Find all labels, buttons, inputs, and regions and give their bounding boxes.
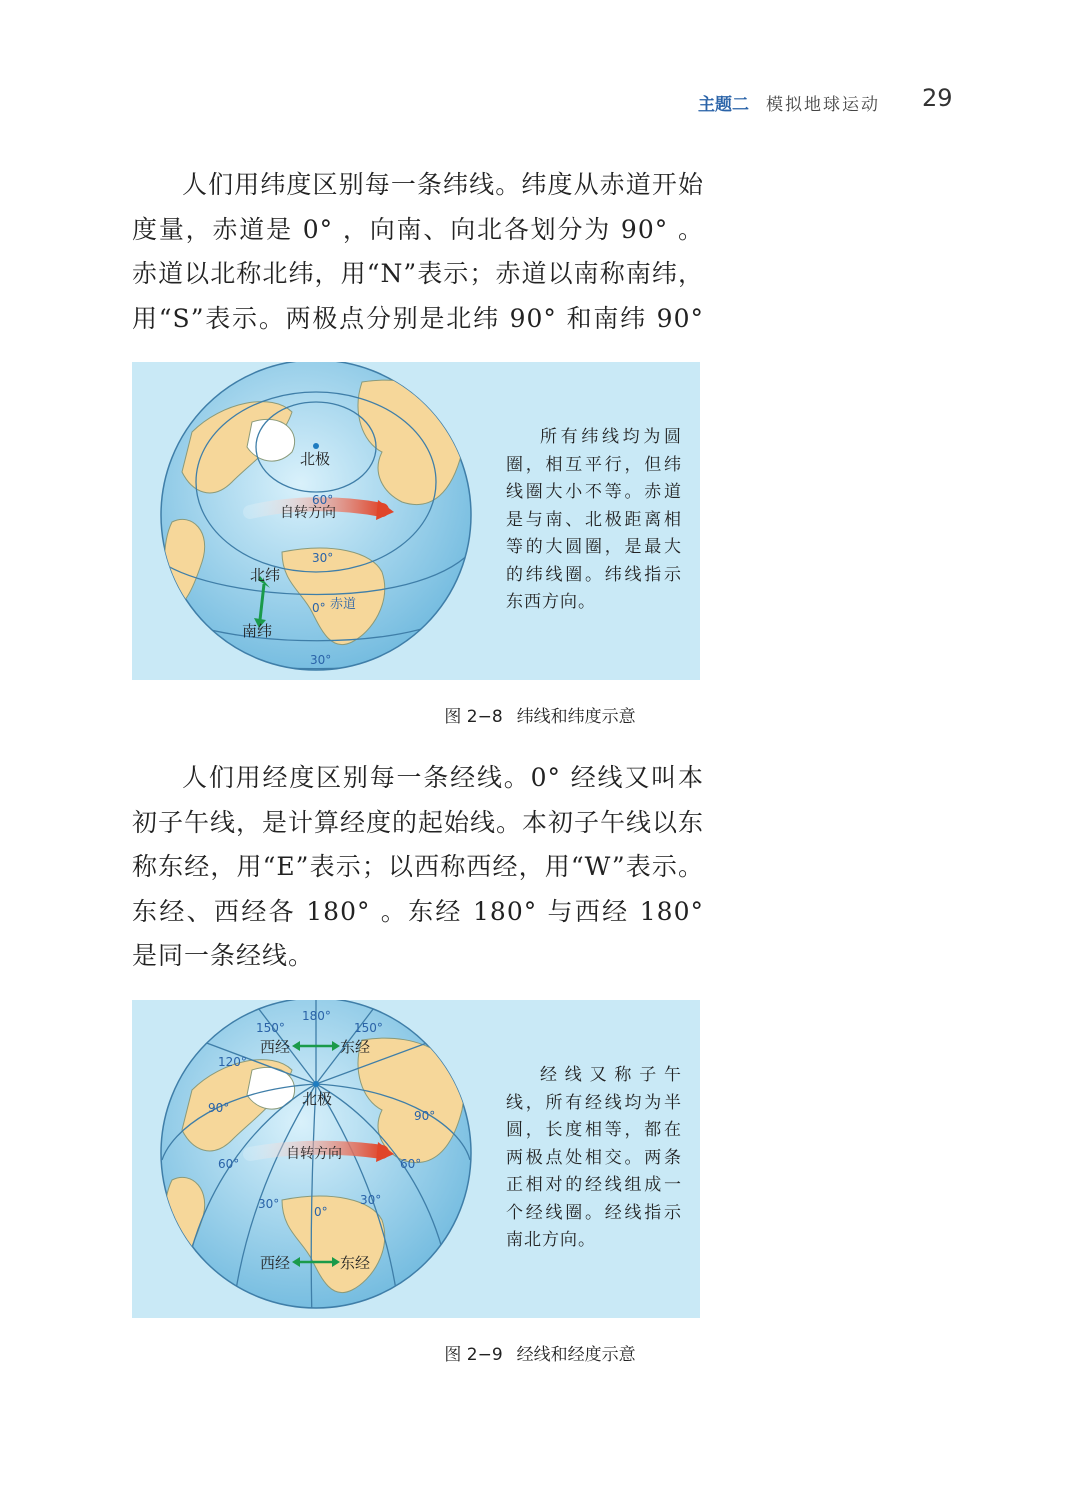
label-rotation: 自转方向 [286,1146,342,1162]
caption-number: 图 2−8 [444,707,503,727]
label-lon90e: 90° [414,1109,436,1123]
label-lat30: 30° [312,551,334,565]
label-east-top: 东经 [340,1038,371,1056]
label-lon180: 180° [302,1009,331,1023]
label-equator: 赤道 [330,597,357,612]
label-south-latitude: 南纬 [242,622,273,640]
theme-label: 主题二 [698,95,749,115]
label-north-latitude: 北纬 [250,566,281,584]
section-title: 模拟地球运动 [766,95,880,115]
label-lat0: 0° [312,601,326,615]
label-lon90w: 90° [208,1101,230,1115]
label-lon30w: 30° [258,1197,280,1211]
label-lon0: 0° [314,1205,328,1219]
paragraph-latitude: 人们用纬度区别每一条纬线。纬度从赤道开始度量，赤道是 0° ，向南、向北各划分为 90° 。赤道以北称北纬，用“N”表示；赤道以南称南纬，用“S”表示。两极点分别是北纬 90° 和南纬 90° [132,170,704,333]
page-header [0,84,1080,120]
figure-latitude [132,362,700,680]
label-lon30e: 30° [360,1193,382,1207]
longitude-note: 经线又称子午线，所有经线均为半圆，长度相等，都在两极点处相交。两条正相对的经线组成一个经线圈。经线指示南北方向。 [506,1065,682,1250]
label-lon60w: 60° [218,1157,240,1171]
label-north-pole: 北极 [300,450,331,468]
label-lon150e: 150° [354,1021,383,1035]
label-east-bottom: 东经 [340,1254,371,1272]
label-lon150w: 150° [256,1021,285,1035]
paragraph-longitude: 人们用经度区别每一条经线。0° 经线又叫本初子午线，是计算经度的起始线。本初子午线以东称东经，用“E”表示；以西称西经，用“W”表示。东经、西经各 180° 。东经 180° 与西经 180° 是同一条经线。 [132,763,705,970]
label-rotation: 自转方向 [280,505,336,521]
caption-text: 纬线和纬度示意 [516,707,636,727]
north-pole-dot [313,1081,319,1087]
label-north-pole: 北极 [302,1090,333,1108]
figure-latitude-caption [0,702,1080,727]
label-lat60: 60° [312,493,334,507]
label-lat-s30: 30° [310,653,332,667]
figure-longitude [132,1000,700,1318]
latitude-note: 所有纬线均为圆圈，相互平行，但纬线圈大小不等。赤道是与南、北极距离相等的大圆圈，是最大的纬线圈。纬线指示东西方向。 [506,427,682,612]
caption-number: 图 2−9 [444,1345,503,1365]
label-lon120: 120° [218,1055,247,1069]
label-west-top: 西经 [260,1038,291,1056]
caption-text: 经线和经度示意 [516,1345,636,1365]
label-lon60e: 60° [400,1157,422,1171]
north-pole-dot [313,443,319,449]
page-number: 29 [922,84,953,112]
label-west-bottom: 西经 [260,1254,291,1272]
figure-longitude-caption [0,1340,1080,1365]
